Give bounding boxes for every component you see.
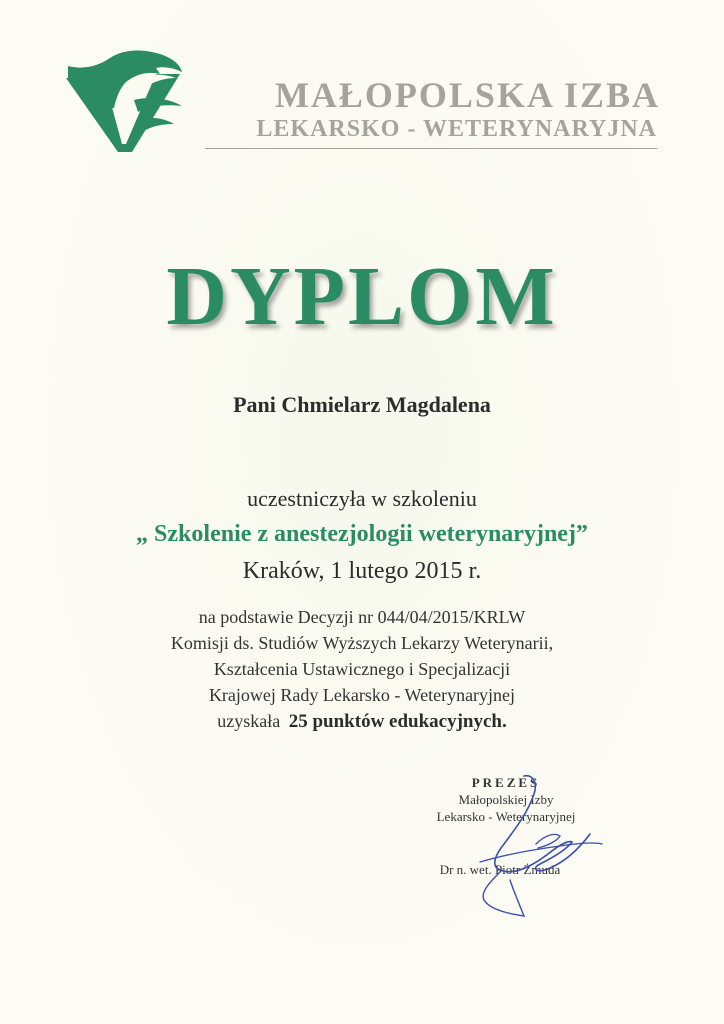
signature-block — [406, 774, 606, 825]
header-divider — [205, 148, 657, 149]
organization-name: MAŁOPOLSKA IZBA — [274, 75, 660, 115]
signature-org-line1: Małopolskiej Izby — [458, 792, 554, 807]
basis-line: na podstawie Decyzji nr 044/04/2015/KRLW — [198, 607, 526, 627]
signature-org-line2: Lekarsko - Weterynaryjnej — [436, 809, 576, 824]
obtained-prefix: uzyskała — [217, 711, 281, 731]
education-points: 25 punktów edukacyjnych. — [288, 711, 507, 732]
decision-basis — [0, 604, 724, 735]
basis-line: Komisji ds. Studiów Wyższych Lekarzy Weterynarii, — [170, 633, 554, 653]
place-date: Kraków, 1 lutego 2015 r. — [242, 558, 482, 584]
basis-line: Kształcenia Ustawicznego i Specjalizacji — [213, 659, 511, 679]
president-title: PREZES — [471, 775, 541, 790]
chamber-logo-icon — [64, 44, 189, 154]
signer-name: Dr n. wet. Piotr Żmuda — [439, 862, 561, 877]
participation-text: uczestniczyła w szkoleniu — [247, 486, 477, 511]
diploma-title: DYPLOM — [166, 250, 558, 343]
basis-line: Krajowej Rady Lekarsko - Weterynaryjnej — [208, 685, 516, 705]
course-title: „ Szkolenie z anestezjologii weterynaryjnej” — [136, 521, 588, 547]
recipient-name: Pani Chmielarz Magdalena — [233, 392, 491, 417]
points-line — [0, 708, 724, 735]
organization-subtitle: LEKARSKO - WETERYNARYJNA — [256, 116, 657, 142]
